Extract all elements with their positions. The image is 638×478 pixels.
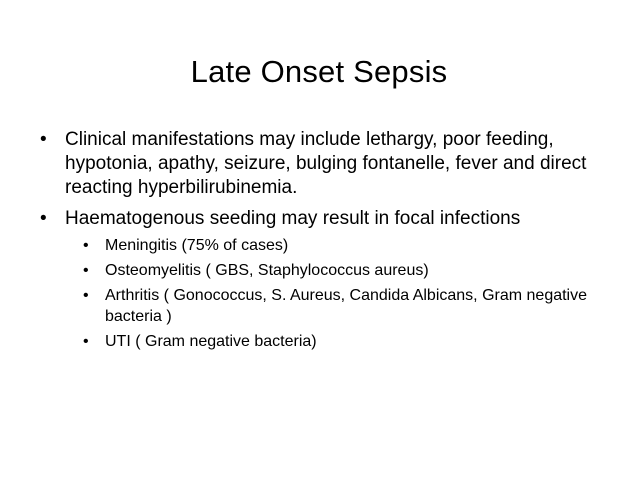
sub-bullet-list	[83, 235, 600, 352]
sub-bullet-icon: •	[83, 287, 89, 304]
sub-bullet-text: Arthritis ( Gonococcus, S. Aureus, Candida Albicans, Gram negative bacteria )	[105, 287, 588, 325]
slide-content	[40, 128, 600, 359]
bullet-text: Haematogenous seeding may result in focal infections	[65, 208, 521, 229]
bullet-item-haematogenous-seeding	[40, 207, 600, 352]
sub-bullet-item-osteomyelitis	[83, 260, 600, 281]
slide-title: Late Onset Sepsis	[190, 54, 448, 89]
sub-bullet-item-arthritis	[83, 285, 600, 327]
sub-bullet-text: UTI ( Gram negative bacteria)	[105, 333, 317, 350]
bullet-item-clinical-manifestations	[40, 128, 600, 200]
sub-bullet-icon: •	[83, 237, 89, 254]
sub-bullet-icon: •	[83, 333, 89, 350]
sub-bullet-item-meningitis	[83, 235, 600, 256]
bullet-icon: •	[40, 208, 47, 229]
sub-bullet-icon: •	[83, 262, 89, 279]
sub-bullet-text: Osteomyelitis ( GBS, Staphylococcus aureus)	[105, 262, 429, 279]
sub-bullet-text: Meningitis (75% of cases)	[105, 237, 289, 254]
bullet-text: Clinical manifestations may include lethargy, poor feeding, hypotonia, apathy, seizure, bulging fontanelle, fever and direct reacting hyperbilirubinemia.	[65, 129, 587, 198]
bullet-icon: •	[40, 129, 47, 150]
sub-bullet-item-uti	[83, 331, 600, 352]
